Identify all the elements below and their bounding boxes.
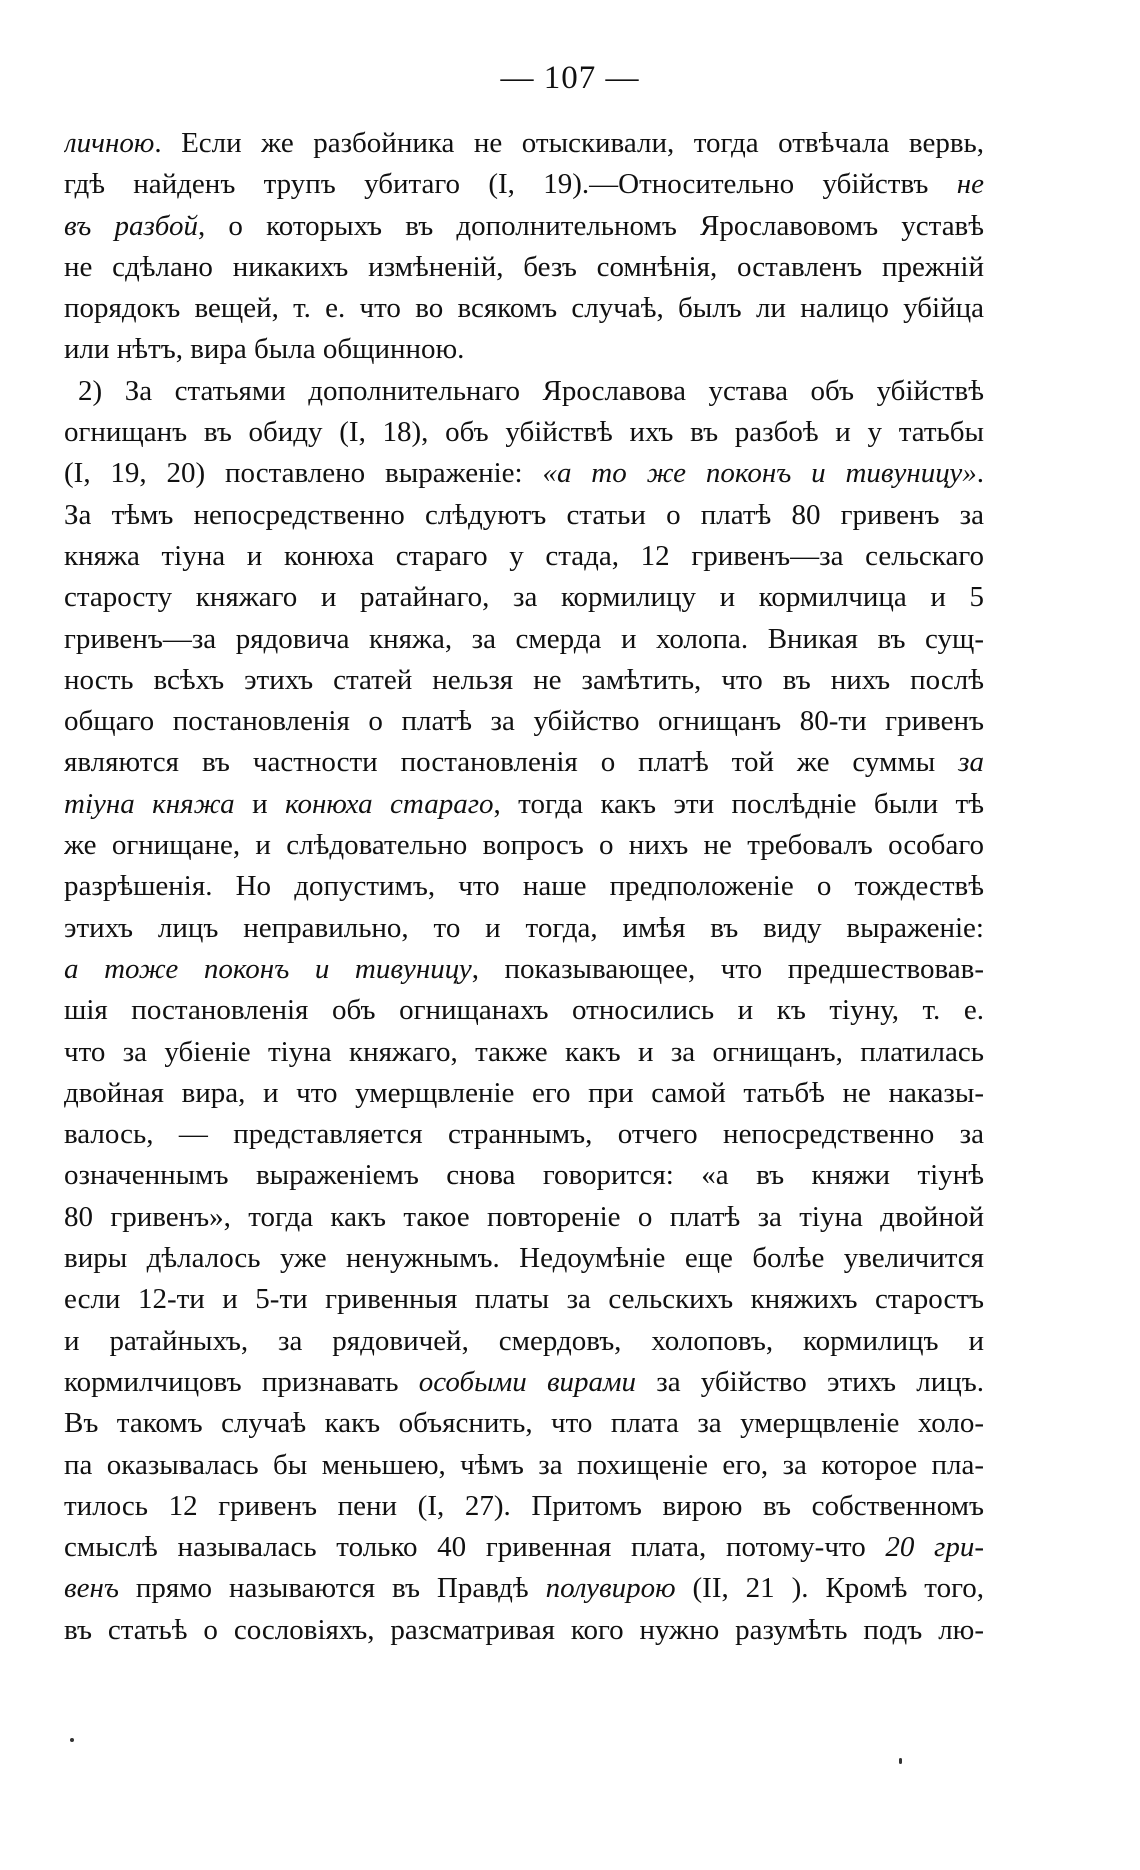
text-run: являются въ частности постановленія о платѣ той же суммы xyxy=(64,746,959,779)
ink-speck xyxy=(70,1738,74,1742)
italic-run: особыми вирами xyxy=(418,1365,637,1398)
text-run: (I, 19, 20) поставлено выраженіе: xyxy=(64,457,543,490)
text-line xyxy=(64,495,984,536)
text-line xyxy=(64,1073,984,1114)
text-run: , показывающее, что предшествовав- xyxy=(471,952,984,985)
text-run: этихъ лицъ неправильно, то и тогда, имѣя въ виду выраженіе: xyxy=(64,911,984,944)
italic-run: не xyxy=(956,168,984,201)
text-line xyxy=(64,1527,984,1568)
text-line xyxy=(64,990,984,1031)
text-run: 80 гривенъ», тогда какъ такое повтореніе о платѣ за тіуна двойной xyxy=(64,1200,984,1233)
italic-run: полувирою xyxy=(545,1572,676,1605)
text-line xyxy=(64,164,984,205)
text-line xyxy=(64,1486,984,1527)
italic-run: конюха стараго xyxy=(285,787,494,820)
text-run: и xyxy=(234,787,286,820)
italic-run: «а то же поконъ и тивуницу» xyxy=(542,457,977,490)
text-run: старосту княжаго и ратайнаго, за кормилицу и кормилчица и 5 xyxy=(64,581,984,614)
text-run: порядокъ вещей, т. е. что во всякомъ случаѣ, былъ ли налицо убійца xyxy=(64,292,984,325)
text-run: виры дѣлалось уже ненужнымъ. Недоумѣніе еще болѣе увеличится xyxy=(64,1242,984,1275)
text-line xyxy=(64,1445,984,1486)
text-run: , о которыхъ въ дополнительномъ Ярославовомъ уставѣ xyxy=(197,209,984,242)
text-run: разрѣшенія. Но допустимъ, что наше предположеніе о тождествѣ xyxy=(64,870,984,903)
text-line xyxy=(64,1321,984,1362)
text-run: же огнищане, и слѣдовательно вопросъ о нихъ не требовалъ особаго xyxy=(64,829,984,862)
text-run: гривенъ—за рядовича княжа, за смерда и холопа. Вникая въ сущ- xyxy=(64,622,984,655)
text-run: валось, — представляется страннымъ, отчего непосредственно за xyxy=(64,1118,984,1151)
text-line xyxy=(64,1279,984,1320)
text-run: если 12-ти и 5-ти гривенныя платы за сельскихъ княжихъ старостъ xyxy=(64,1283,984,1316)
text-run: общаго постановленія о платѣ за убійство огнищанъ 80-ти гривенъ xyxy=(64,705,984,738)
page-number: — 107 — xyxy=(500,60,640,96)
text-line xyxy=(64,701,984,742)
text-run: кормилчицовъ признавать xyxy=(64,1365,419,1398)
text-line xyxy=(64,536,984,577)
text-line xyxy=(64,908,984,949)
italic-run: личною xyxy=(64,127,155,159)
text-line xyxy=(64,1610,984,1651)
text-run: и ратайныхъ, за рядовичей, смердовъ, холоповъ, кормилицъ и xyxy=(64,1324,984,1357)
text-run: . xyxy=(976,457,984,490)
text-line xyxy=(64,577,984,618)
text-run: прямо называются въ Правдѣ xyxy=(118,1572,546,1605)
italic-run: за xyxy=(958,746,984,779)
text-line xyxy=(64,1197,984,1238)
text-run: огнищанъ въ обиду (I, 18), объ убійствѣ ихъ въ разбоѣ и у татьбы xyxy=(64,416,984,449)
text-run: (II, 21 ). Кромѣ того, xyxy=(675,1572,984,1605)
text-line xyxy=(64,1362,984,1403)
italic-run: тіуна княжа xyxy=(64,787,235,820)
text-run: . Если же разбойника не отыскивали, тогда отвѣчала вервь, xyxy=(154,127,984,159)
text-line xyxy=(64,825,984,866)
text-run: не сдѣлано никакихъ измѣненій, безъ сомнѣнія, оставленъ прежній xyxy=(64,250,984,283)
text-run: княжа тіуна и конюха стараго у стада, 12 гривенъ—за сельскаго xyxy=(64,539,984,572)
text-line xyxy=(64,742,984,783)
text-run: двойная вира, и что умерщвленіе его при самой татьбѣ не наказы- xyxy=(64,1076,984,1109)
text-run: гдѣ найденъ трупъ убитаго (I, 19).—Относительно убійствъ xyxy=(64,168,957,201)
text-line xyxy=(64,866,984,907)
text-run: въ статьѣ о сословіяхъ, разсматривая кого нужно разумѣть подъ лю- xyxy=(64,1613,984,1646)
italic-run: 20 гри- xyxy=(885,1531,984,1564)
text-run: , тогда какъ эти послѣдніе были тѣ xyxy=(493,787,984,820)
text-line xyxy=(64,619,984,660)
text-run: шія постановленія объ огнищанахъ относились и къ тіуну, т. е. xyxy=(64,994,984,1027)
text-line xyxy=(64,1114,984,1155)
text-line xyxy=(64,453,984,494)
text-line xyxy=(64,1032,984,1073)
text-run: что за убіеніе тіуна княжаго, также какъ и за огнищанъ, платилась xyxy=(64,1035,984,1068)
text-line xyxy=(64,206,984,247)
text-line xyxy=(64,288,984,329)
text-line xyxy=(64,123,984,164)
text-run: ность всѣхъ этихъ статей нельзя не замѣтить, что въ нихъ послѣ xyxy=(64,663,984,696)
text-line xyxy=(64,1155,984,1196)
body-text xyxy=(64,123,984,1651)
text-run: Въ такомъ случаѣ какъ объяснить, что плата за умерщвленіе холо- xyxy=(64,1407,984,1440)
ink-speck xyxy=(899,1758,902,1764)
italic-run: а тоже поконъ и тивуницу xyxy=(64,952,472,985)
text-run: означеннымъ выраженіемъ снова говорится: «а въ княжи тіунѣ xyxy=(64,1159,984,1192)
text-line xyxy=(64,1238,984,1279)
italic-run: венъ xyxy=(64,1572,119,1605)
text-line xyxy=(64,1403,984,1444)
text-run: тилось 12 гривенъ пени (I, 27). Притомъ вирою въ собственномъ xyxy=(64,1489,984,1522)
text-run: па оказывалась бы меньшею, чѣмъ за похищеніе его, за которое пла- xyxy=(64,1448,984,1481)
text-run: или нѣтъ, вира была общинною. xyxy=(64,333,465,366)
text-run: За тѣмъ непосредственно слѣдуютъ статьи о платѣ 80 гривенъ за xyxy=(64,498,984,531)
text-run: смыслѣ называлась только 40 гривенная плата, потому-что xyxy=(64,1531,886,1564)
text-run: 2) За статьями дополнительнаго Ярославова устава объ убійствѣ xyxy=(78,374,984,407)
text-line xyxy=(64,371,984,412)
italic-run: въ разбой xyxy=(64,209,198,242)
text-line xyxy=(64,247,984,288)
text-line xyxy=(64,784,984,825)
text-run: за убійство этихъ лицъ. xyxy=(636,1365,984,1398)
text-line xyxy=(64,412,984,453)
text-line xyxy=(64,660,984,701)
text-line xyxy=(64,949,984,990)
text-line xyxy=(64,1568,984,1609)
text-line xyxy=(64,329,984,370)
